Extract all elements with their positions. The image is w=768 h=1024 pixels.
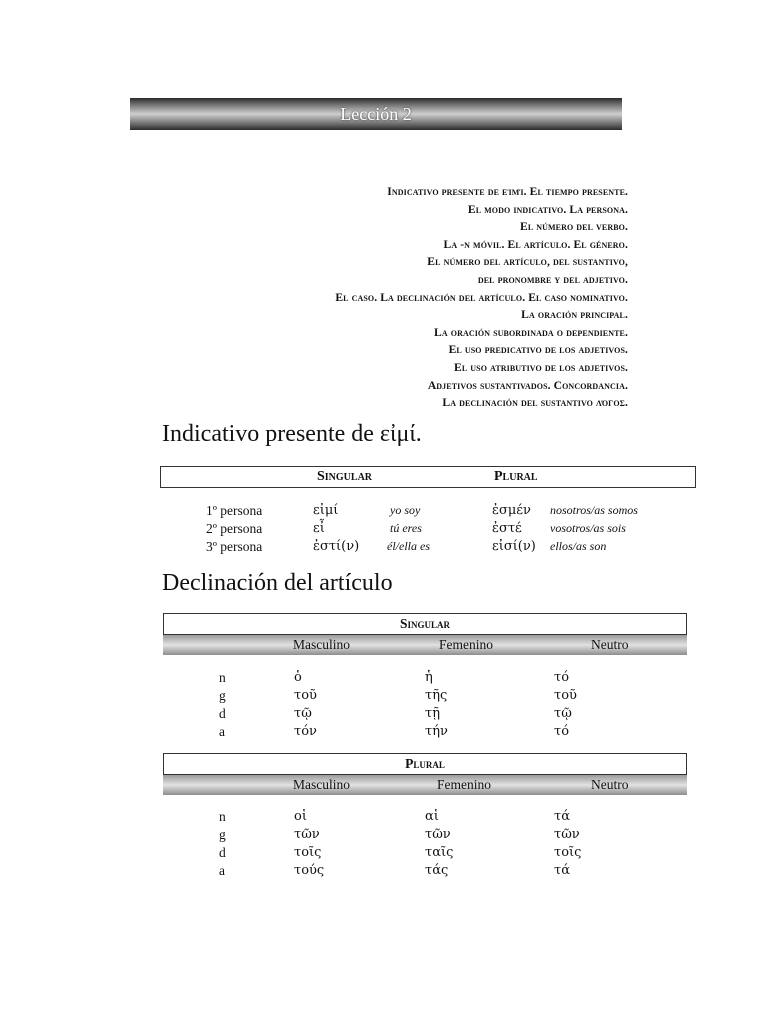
- plural-table-header: [163, 753, 687, 795]
- person-label: 2º persona: [206, 521, 263, 536]
- form-masculine: τούς: [294, 863, 325, 878]
- form-feminine: τῆς: [425, 688, 448, 703]
- gender-header-row: [163, 635, 687, 655]
- translation-singular: él/ella es: [387, 539, 430, 553]
- greek-form-plural: εἰσί(ν): [492, 539, 536, 554]
- case-label: d: [219, 845, 226, 860]
- form-feminine: τήν: [425, 724, 448, 739]
- topic-line: El uso atributivo de los adjetivos.: [454, 360, 628, 374]
- form-masculine: τοῦ: [294, 688, 317, 703]
- topic-line: La oración principal.: [521, 308, 628, 322]
- form-masculine: τοῖς: [294, 845, 322, 860]
- form-neuter: τά: [554, 863, 570, 878]
- gender-masculine: Masculino: [293, 777, 350, 792]
- lesson-banner: [130, 98, 622, 130]
- form-feminine: τάς: [425, 863, 449, 878]
- translation-plural: nosotros/as somos: [550, 503, 638, 517]
- case-label: a: [219, 724, 225, 739]
- greek-form-singular: εἶ: [313, 521, 325, 536]
- case-label: g: [219, 688, 226, 703]
- form-masculine: τόν: [294, 724, 317, 739]
- greek-form-singular: εἰμί: [313, 503, 339, 518]
- declension-row: [0, 827, 768, 845]
- topic-line: El número del verbo.: [519, 220, 628, 234]
- translation-singular: tú eres: [390, 521, 422, 535]
- case-label: a: [219, 863, 225, 878]
- person-label: 1º persona: [206, 503, 263, 518]
- form-masculine: οἱ: [294, 809, 307, 824]
- plural-label: Plural: [494, 469, 538, 484]
- form-masculine: τῶν: [294, 827, 320, 842]
- indicative-header: [160, 466, 696, 488]
- gender-neuter: Neutro: [591, 637, 629, 652]
- gender-header-row: [163, 775, 687, 795]
- form-feminine: αἱ: [425, 809, 439, 824]
- declension-row: [0, 724, 768, 742]
- translation-singular: yo soy: [390, 503, 421, 517]
- case-label: n: [219, 670, 226, 685]
- form-feminine: τῇ: [425, 706, 440, 721]
- form-neuter: τῶν: [554, 827, 580, 842]
- person-label: 3º persona: [206, 539, 263, 554]
- conj-row: [0, 503, 768, 521]
- case-label: n: [219, 809, 226, 824]
- topic-line: Adjetivos sustantivados. Concordancia.: [427, 378, 628, 392]
- topic-line: El modo indicativo. La persona.: [467, 202, 628, 216]
- topics-list: [108, 183, 628, 412]
- translation-plural: vosotros/as sois: [550, 521, 626, 535]
- form-feminine: τῶν: [425, 827, 451, 842]
- declension-row: [0, 688, 768, 706]
- singular-label: Singular: [317, 469, 373, 484]
- gender-neuter: Neutro: [591, 777, 629, 792]
- case-label: g: [219, 827, 226, 842]
- topic-line: Indicativo presente de εἰμί. El tiempo presente.: [387, 185, 628, 198]
- conj-row: [0, 521, 768, 539]
- greek-form-plural: ἐσμέν: [492, 503, 531, 518]
- declension-row: [0, 809, 768, 827]
- declension-row: [0, 670, 768, 688]
- gender-feminine: Femenino: [439, 637, 493, 652]
- form-neuter: τοῖς: [554, 845, 582, 860]
- declension-heading: Declinación del artículo: [162, 570, 393, 596]
- indicative-heading: Indicativo presente de εἰμί.: [162, 421, 422, 447]
- form-neuter: τά: [554, 809, 570, 824]
- form-neuter: τῷ: [554, 706, 572, 721]
- form-neuter: τό: [554, 670, 570, 685]
- topic-line: La -ν móvil. El artículo. El género.: [443, 237, 628, 251]
- topic-line: del pronombre y del adjetivo.: [477, 272, 628, 286]
- form-neuter: τοῦ: [554, 688, 577, 703]
- gender-masculine: Masculino: [293, 637, 350, 652]
- topic-line: El caso. La declinación del artículo. El caso nominativo.: [335, 290, 628, 304]
- topic-line: La oración subordinada o dependiente.: [434, 325, 628, 339]
- gender-feminine: Femenino: [437, 777, 491, 792]
- declension-row: [0, 706, 768, 724]
- form-feminine: ταῖς: [425, 845, 454, 860]
- greek-form-plural: ἐστέ: [492, 521, 522, 536]
- lesson-title: Lección 2: [340, 103, 412, 124]
- form-feminine: ἡ: [425, 670, 433, 685]
- form-masculine: ὁ: [294, 670, 302, 685]
- singular-title: Singular: [163, 613, 687, 635]
- plural-title: Plural: [163, 753, 687, 775]
- conj-row: [0, 539, 768, 557]
- case-label: d: [219, 706, 226, 721]
- declension-row: [0, 845, 768, 863]
- topic-line: La declinación del sustantivo λόγος.: [442, 396, 628, 410]
- form-neuter: τό: [554, 724, 570, 739]
- translation-plural: ellos/as son: [550, 539, 607, 553]
- topic-line: El uso predicativo de los adjetivos.: [448, 343, 628, 357]
- greek-form-singular: ἐστί(ν): [313, 539, 360, 554]
- topic-line: El número del artículo, del sustantivo,: [427, 255, 628, 269]
- declension-row: [0, 863, 768, 881]
- singular-table-header: [163, 613, 687, 655]
- form-masculine: τῷ: [294, 706, 312, 721]
